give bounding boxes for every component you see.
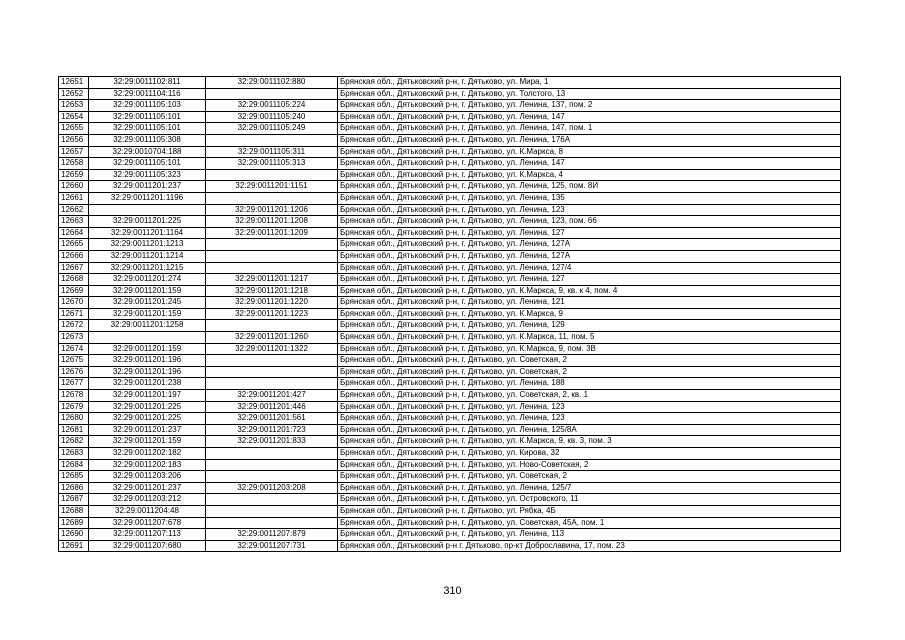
cadastral-number-cell: 32:29:0011201:1213 [89, 239, 206, 251]
row-number-cell: 12665 [59, 239, 89, 251]
address-cell: Брянская обл., Дятьковский р-н, г. Дятьково, ул. Ленина, 188 [338, 378, 841, 390]
cadastral-number-cell: 32:29:0011201:159 [89, 308, 206, 320]
row-number-cell: 12670 [59, 297, 89, 309]
row-number-cell: 12660 [59, 181, 89, 193]
object-cadastral-number-cell: 32:29:0011201:427 [206, 390, 338, 402]
cadastral-number-cell: 32:29:0011102:811 [89, 77, 206, 89]
address-cell: Брянская обл., Дятьковский р-н, г. Дятьково, ул. Советская, 2 [338, 355, 841, 367]
address-cell: Брянская обл., Дятьковский р-н, г. Дятьково, ул. Советская, 45А, пом. 1 [338, 517, 841, 529]
object-cadastral-number-cell [206, 88, 338, 100]
cadastral-number-cell: 32:29:0011201:237 [89, 181, 206, 193]
row-number-cell: 12653 [59, 100, 89, 112]
cadastral-number-cell: 32:29:0011201:237 [89, 424, 206, 436]
cadastral-table [58, 76, 841, 552]
object-cadastral-number-cell: 32:29:0011201:833 [206, 436, 338, 448]
table-row [59, 390, 841, 402]
object-cadastral-number-cell [206, 505, 338, 517]
object-cadastral-number-cell [206, 250, 338, 262]
table-row [59, 181, 841, 193]
page-number: 310 [443, 585, 462, 597]
cadastral-number-cell: 32:29:0011105:101 [89, 111, 206, 123]
row-number-cell: 12656 [59, 134, 89, 146]
row-number-cell: 12691 [59, 540, 89, 552]
address-cell: Брянская обл., Дятьковский р-н, г. Дятьково, ул. Ленина, 113 [338, 529, 841, 541]
object-cadastral-number-cell [206, 366, 338, 378]
row-number-cell: 12657 [59, 146, 89, 158]
cadastral-number-cell: 32:29:0011201:245 [89, 297, 206, 309]
address-cell: Брянская обл., Дятьковский р-н, г. Дятьково, ул. Ленина, 125/8А [338, 424, 841, 436]
table-row [59, 146, 841, 158]
cadastral-number-cell: 32:29:0011201:159 [89, 285, 206, 297]
address-cell: Брянская обл., Дятьковский р-н, г. Дятьково, ул. К.Маркса, 9, кв. 3, пом. 3 [338, 436, 841, 448]
row-number-cell: 12652 [59, 88, 89, 100]
row-number-cell: 12683 [59, 448, 89, 460]
table-row [59, 494, 841, 506]
object-cadastral-number-cell [206, 262, 338, 274]
object-cadastral-number-cell: 32:29:0011201:561 [206, 413, 338, 425]
object-cadastral-number-cell: 32:29:0011201:1220 [206, 297, 338, 309]
object-cadastral-number-cell [206, 134, 338, 146]
object-cadastral-number-cell: 32:29:0011105:311 [206, 146, 338, 158]
table-row [59, 111, 841, 123]
address-cell: Брянская обл., Дятьковский р-н, г. Дятьково, ул. Ленина, 123 [338, 401, 841, 413]
object-cadastral-number-cell: 32:29:0011207:731 [206, 540, 338, 552]
object-cadastral-number-cell [206, 239, 338, 251]
cadastral-number-cell: 32:29:0011207:678 [89, 517, 206, 529]
row-number-cell: 12669 [59, 285, 89, 297]
object-cadastral-number-cell: 32:29:0011203:208 [206, 482, 338, 494]
cadastral-number-cell: 32:29:0011201:196 [89, 366, 206, 378]
table-row [59, 529, 841, 541]
row-number-cell: 12671 [59, 308, 89, 320]
object-cadastral-number-cell: 32:29:0011201:1209 [206, 227, 338, 239]
table-row [59, 204, 841, 216]
row-number-cell: 12655 [59, 123, 89, 135]
object-cadastral-number-cell: 32:29:0011201:1223 [206, 308, 338, 320]
row-number-cell: 12681 [59, 424, 89, 436]
cadastral-number-cell: 32:29:0011105:308 [89, 134, 206, 146]
table-row [59, 343, 841, 355]
address-cell: Брянская обл., Дятьковский р-н, г. Дятьково, ул. Ленина, 176А [338, 134, 841, 146]
object-cadastral-number-cell [206, 192, 338, 204]
row-number-cell: 12661 [59, 192, 89, 204]
object-cadastral-number-cell: 32:29:0011201:1217 [206, 274, 338, 286]
address-cell: Брянская обл., Дятьковский р-н г. Дятьково, пр-кт Доброславина, 17, пом. 23 [338, 540, 841, 552]
cadastral-number-cell: 32:29:0011105:101 [89, 158, 206, 170]
cadastral-number-cell: 32:29:0010704:188 [89, 146, 206, 158]
cadastral-number-cell: 32:29:0011201:159 [89, 343, 206, 355]
object-cadastral-number-cell: 32:29:0011105:313 [206, 158, 338, 170]
row-number-cell: 12663 [59, 216, 89, 228]
cadastral-number-cell [89, 332, 206, 344]
table-row [59, 262, 841, 274]
row-number-cell: 12667 [59, 262, 89, 274]
address-cell: Брянская обл., Дятьковский р-н, г. Дятьково, ул. Мира, 1 [338, 77, 841, 89]
row-number-cell: 12666 [59, 250, 89, 262]
address-cell: Брянская обл., Дятьковский р-н, г. Дятьково, ул. Ленина, 147, пом. 1 [338, 123, 841, 135]
cadastral-number-cell: 32:29:0011202:182 [89, 448, 206, 460]
address-cell: Брянская обл., Дятьковский р-н, г. Дятьково, ул. К.Маркса, 4 [338, 169, 841, 181]
object-cadastral-number-cell: 32:29:0011201:446 [206, 401, 338, 413]
row-number-cell: 12658 [59, 158, 89, 170]
table-row [59, 285, 841, 297]
address-cell: Брянская обл., Дятьковский р-н, г. Дятьково, ул. Толстого, 13 [338, 88, 841, 100]
table-row [59, 227, 841, 239]
table-row [59, 250, 841, 262]
object-cadastral-number-cell: 32:29:0011201:1206 [206, 204, 338, 216]
object-cadastral-number-cell: 32:29:0011102:880 [206, 77, 338, 89]
address-cell: Брянская обл., Дятьковский р-н, г. Дятьково, ул. Советская, 2 [338, 366, 841, 378]
object-cadastral-number-cell: 32:29:0011201:1218 [206, 285, 338, 297]
object-cadastral-number-cell [206, 471, 338, 483]
row-number-cell: 12662 [59, 204, 89, 216]
cadastral-number-cell: 32:29:0011201:1214 [89, 250, 206, 262]
address-cell: Брянская обл., Дятьковский р-н, г. Дятьково, ул. Советская, 2 [338, 471, 841, 483]
table-row [59, 401, 841, 413]
object-cadastral-number-cell: 32:29:0011201:1322 [206, 343, 338, 355]
table-row [59, 169, 841, 181]
table-row [59, 332, 841, 344]
row-number-cell: 12689 [59, 517, 89, 529]
cadastral-number-cell: 32:29:0011104:116 [89, 88, 206, 100]
address-cell: Брянская обл., Дятьковский р-н, г. Дятьково, ул. Ленина, 147 [338, 111, 841, 123]
row-number-cell: 12677 [59, 378, 89, 390]
address-cell: Брянская обл., Дятьковский р-н, г. Дятьково, ул. Ново-Советская, 2 [338, 459, 841, 471]
cadastral-number-cell: 32:29:0011201:1196 [89, 192, 206, 204]
object-cadastral-number-cell: 32:29:0011201:723 [206, 424, 338, 436]
cadastral-number-cell: 32:29:0011201:197 [89, 390, 206, 402]
object-cadastral-number-cell [206, 355, 338, 367]
row-number-cell: 12672 [59, 320, 89, 332]
address-cell: Брянская обл., Дятьковский р-н, г. Дятьково, ул. Ленина, 125/7 [338, 482, 841, 494]
row-number-cell: 12664 [59, 227, 89, 239]
address-cell: Брянская обл., Дятьковский р-н, г. Дятьково, ул. Ленина, 129 [338, 320, 841, 332]
table-row [59, 482, 841, 494]
row-number-cell: 12654 [59, 111, 89, 123]
cadastral-number-cell: 32:29:0011203:206 [89, 471, 206, 483]
row-number-cell: 12674 [59, 343, 89, 355]
row-number-cell: 12686 [59, 482, 89, 494]
table-row [59, 448, 841, 460]
table-row [59, 88, 841, 100]
address-cell: Брянская обл., Дятьковский р-н, г. Дятьково, ул. Ленина, 127 [338, 227, 841, 239]
object-cadastral-number-cell [206, 320, 338, 332]
row-number-cell: 12673 [59, 332, 89, 344]
address-cell: Брянская обл., Дятьковский р-н, г. Дятьково, ул. Ленина, 125, пом. 8И [338, 181, 841, 193]
address-cell: Брянская обл., Дятьковский р-н, г. Дятьково, ул. Ленина, 135 [338, 192, 841, 204]
row-number-cell: 12651 [59, 77, 89, 89]
table-row [59, 216, 841, 228]
table-row [59, 192, 841, 204]
cadastral-number-cell: 32:29:0011202:183 [89, 459, 206, 471]
cadastral-number-cell: 32:29:0011201:196 [89, 355, 206, 367]
cadastral-number-cell: 32:29:0011201:159 [89, 436, 206, 448]
object-cadastral-number-cell: 32:29:0011201:1260 [206, 332, 338, 344]
table-row [59, 471, 841, 483]
row-number-cell: 12678 [59, 390, 89, 402]
table-row [59, 540, 841, 552]
address-cell: Брянская обл., Дятьковский р-н, г. Дятьково, ул. Ленина, 127А [338, 239, 841, 251]
address-cell: Брянская обл., Дятьковский р-н, г. Дятьково, ул. Рябка, 4Б [338, 505, 841, 517]
address-cell: Брянская обл., Дятьковский р-н, г. Дятьково, ул. Ленина, 121 [338, 297, 841, 309]
address-cell: Брянская обл., Дятьковский р-н, г. Дятьково, ул. Ленина, 123, пом. 66 [338, 216, 841, 228]
cadastral-number-cell: 32:29:0011204:48 [89, 505, 206, 517]
address-cell: Брянская обл., Дятьковский р-н, г. Дятьково, ул. К.Маркса, 9, пом. 3В [338, 343, 841, 355]
row-number-cell: 12680 [59, 413, 89, 425]
table-row [59, 134, 841, 146]
row-number-cell: 12682 [59, 436, 89, 448]
row-number-cell: 12676 [59, 366, 89, 378]
row-number-cell: 12668 [59, 274, 89, 286]
cadastral-number-cell: 32:29:0011105:101 [89, 123, 206, 135]
cadastral-number-cell: 32:29:0011105:323 [89, 169, 206, 181]
address-cell: Брянская обл., Дятьковский р-н, г. Дятьково, ул. Ленина, 137, пом. 2 [338, 100, 841, 112]
table-row [59, 424, 841, 436]
table-row [59, 366, 841, 378]
table-row [59, 77, 841, 89]
row-number-cell: 12690 [59, 529, 89, 541]
object-cadastral-number-cell: 32:29:0011207:879 [206, 529, 338, 541]
row-number-cell: 12679 [59, 401, 89, 413]
table-row [59, 517, 841, 529]
cadastral-number-cell: 32:29:0011105:103 [89, 100, 206, 112]
object-cadastral-number-cell [206, 448, 338, 460]
table-row [59, 100, 841, 112]
object-cadastral-number-cell [206, 459, 338, 471]
cadastral-number-cell: 32:29:0011201:274 [89, 274, 206, 286]
table-row [59, 436, 841, 448]
object-cadastral-number-cell [206, 517, 338, 529]
object-cadastral-number-cell: 32:29:0011105:224 [206, 100, 338, 112]
cadastral-number-cell: 32:29:0011201:225 [89, 216, 206, 228]
table-row [59, 274, 841, 286]
table-row [59, 158, 841, 170]
row-number-cell: 12684 [59, 459, 89, 471]
object-cadastral-number-cell: 32:29:0011105:249 [206, 123, 338, 135]
address-cell: Брянская обл., Дятьковский р-н, г. Дятьково, ул. Островского, 11 [338, 494, 841, 506]
cadastral-number-cell: 32:29:0011207:113 [89, 529, 206, 541]
object-cadastral-number-cell: 32:29:0011201:1151 [206, 181, 338, 193]
table-row [59, 239, 841, 251]
address-cell: Брянская обл., Дятьковский р-н, г. Дятьково, ул. К.Маркса, 9, кв. к 4, пом. 4 [338, 285, 841, 297]
row-number-cell: 12659 [59, 169, 89, 181]
object-cadastral-number-cell [206, 169, 338, 181]
address-cell: Брянская обл., Дятьковский р-н, г. Дятьково, ул. К.Маркса, 9 [338, 308, 841, 320]
object-cadastral-number-cell [206, 378, 338, 390]
address-cell: Брянская обл., Дятьковский р-н, г. Дятьково, ул. Советская, 2, кв. 1 [338, 390, 841, 402]
address-cell: Брянская обл., Дятьковский р-н, г. Дятьково, ул. К.Маркса, 8 [338, 146, 841, 158]
table-row [59, 308, 841, 320]
cadastral-number-cell: 32:29:0011201:1164 [89, 227, 206, 239]
address-cell: Брянская обл., Дятьковский р-н, г. Дятьково, ул. Кирова, 32 [338, 448, 841, 460]
cadastral-number-cell: 32:29:0011201:237 [89, 482, 206, 494]
object-cadastral-number-cell: 32:29:0011201:1208 [206, 216, 338, 228]
address-cell: Брянская обл., Дятьковский р-н, г. Дятьково, ул. Ленина, 123 [338, 204, 841, 216]
table-row [59, 123, 841, 135]
row-number-cell: 12675 [59, 355, 89, 367]
cadastral-number-cell [89, 204, 206, 216]
object-cadastral-number-cell [206, 494, 338, 506]
table-row [59, 378, 841, 390]
row-number-cell: 12688 [59, 505, 89, 517]
cadastral-number-cell: 32:29:0011201:238 [89, 378, 206, 390]
cadastral-table-body [59, 77, 841, 552]
cadastral-number-cell: 32:29:0011207:680 [89, 540, 206, 552]
cadastral-number-cell: 32:29:0011201:225 [89, 413, 206, 425]
table-row [59, 459, 841, 471]
object-cadastral-number-cell: 32:29:0011105:240 [206, 111, 338, 123]
table-row [59, 505, 841, 517]
cadastral-number-cell: 32:29:0011203:212 [89, 494, 206, 506]
address-cell: Брянская обл., Дятьковский р-н, г. Дятьково, ул. Ленина, 127А [338, 250, 841, 262]
row-number-cell: 12687 [59, 494, 89, 506]
address-cell: Брянская обл., Дятьковский р-н, г. Дятьково, ул. Ленина, 147 [338, 158, 841, 170]
row-number-cell: 12685 [59, 471, 89, 483]
table-row [59, 413, 841, 425]
table-row [59, 355, 841, 367]
address-cell: Брянская обл., Дятьковский р-н, г. Дятьково, ул. Ленина, 123 [338, 413, 841, 425]
cadastral-number-cell: 32:29:0011201:1215 [89, 262, 206, 274]
address-cell: Брянская обл., Дятьковский р-н, г. Дятьково, ул. Ленина, 127/4 [338, 262, 841, 274]
address-cell: Брянская обл., Дятьковский р-н, г. Дятьково, ул. К.Маркса, 11, пом. 5 [338, 332, 841, 344]
address-cell: Брянская обл., Дятьковский р-н, г. Дятьково, ул. Ленина, 127 [338, 274, 841, 286]
cadastral-number-cell: 32:29:0011201:225 [89, 401, 206, 413]
table-row [59, 320, 841, 332]
cadastral-number-cell: 32:29:0011201:1258 [89, 320, 206, 332]
table-row [59, 297, 841, 309]
